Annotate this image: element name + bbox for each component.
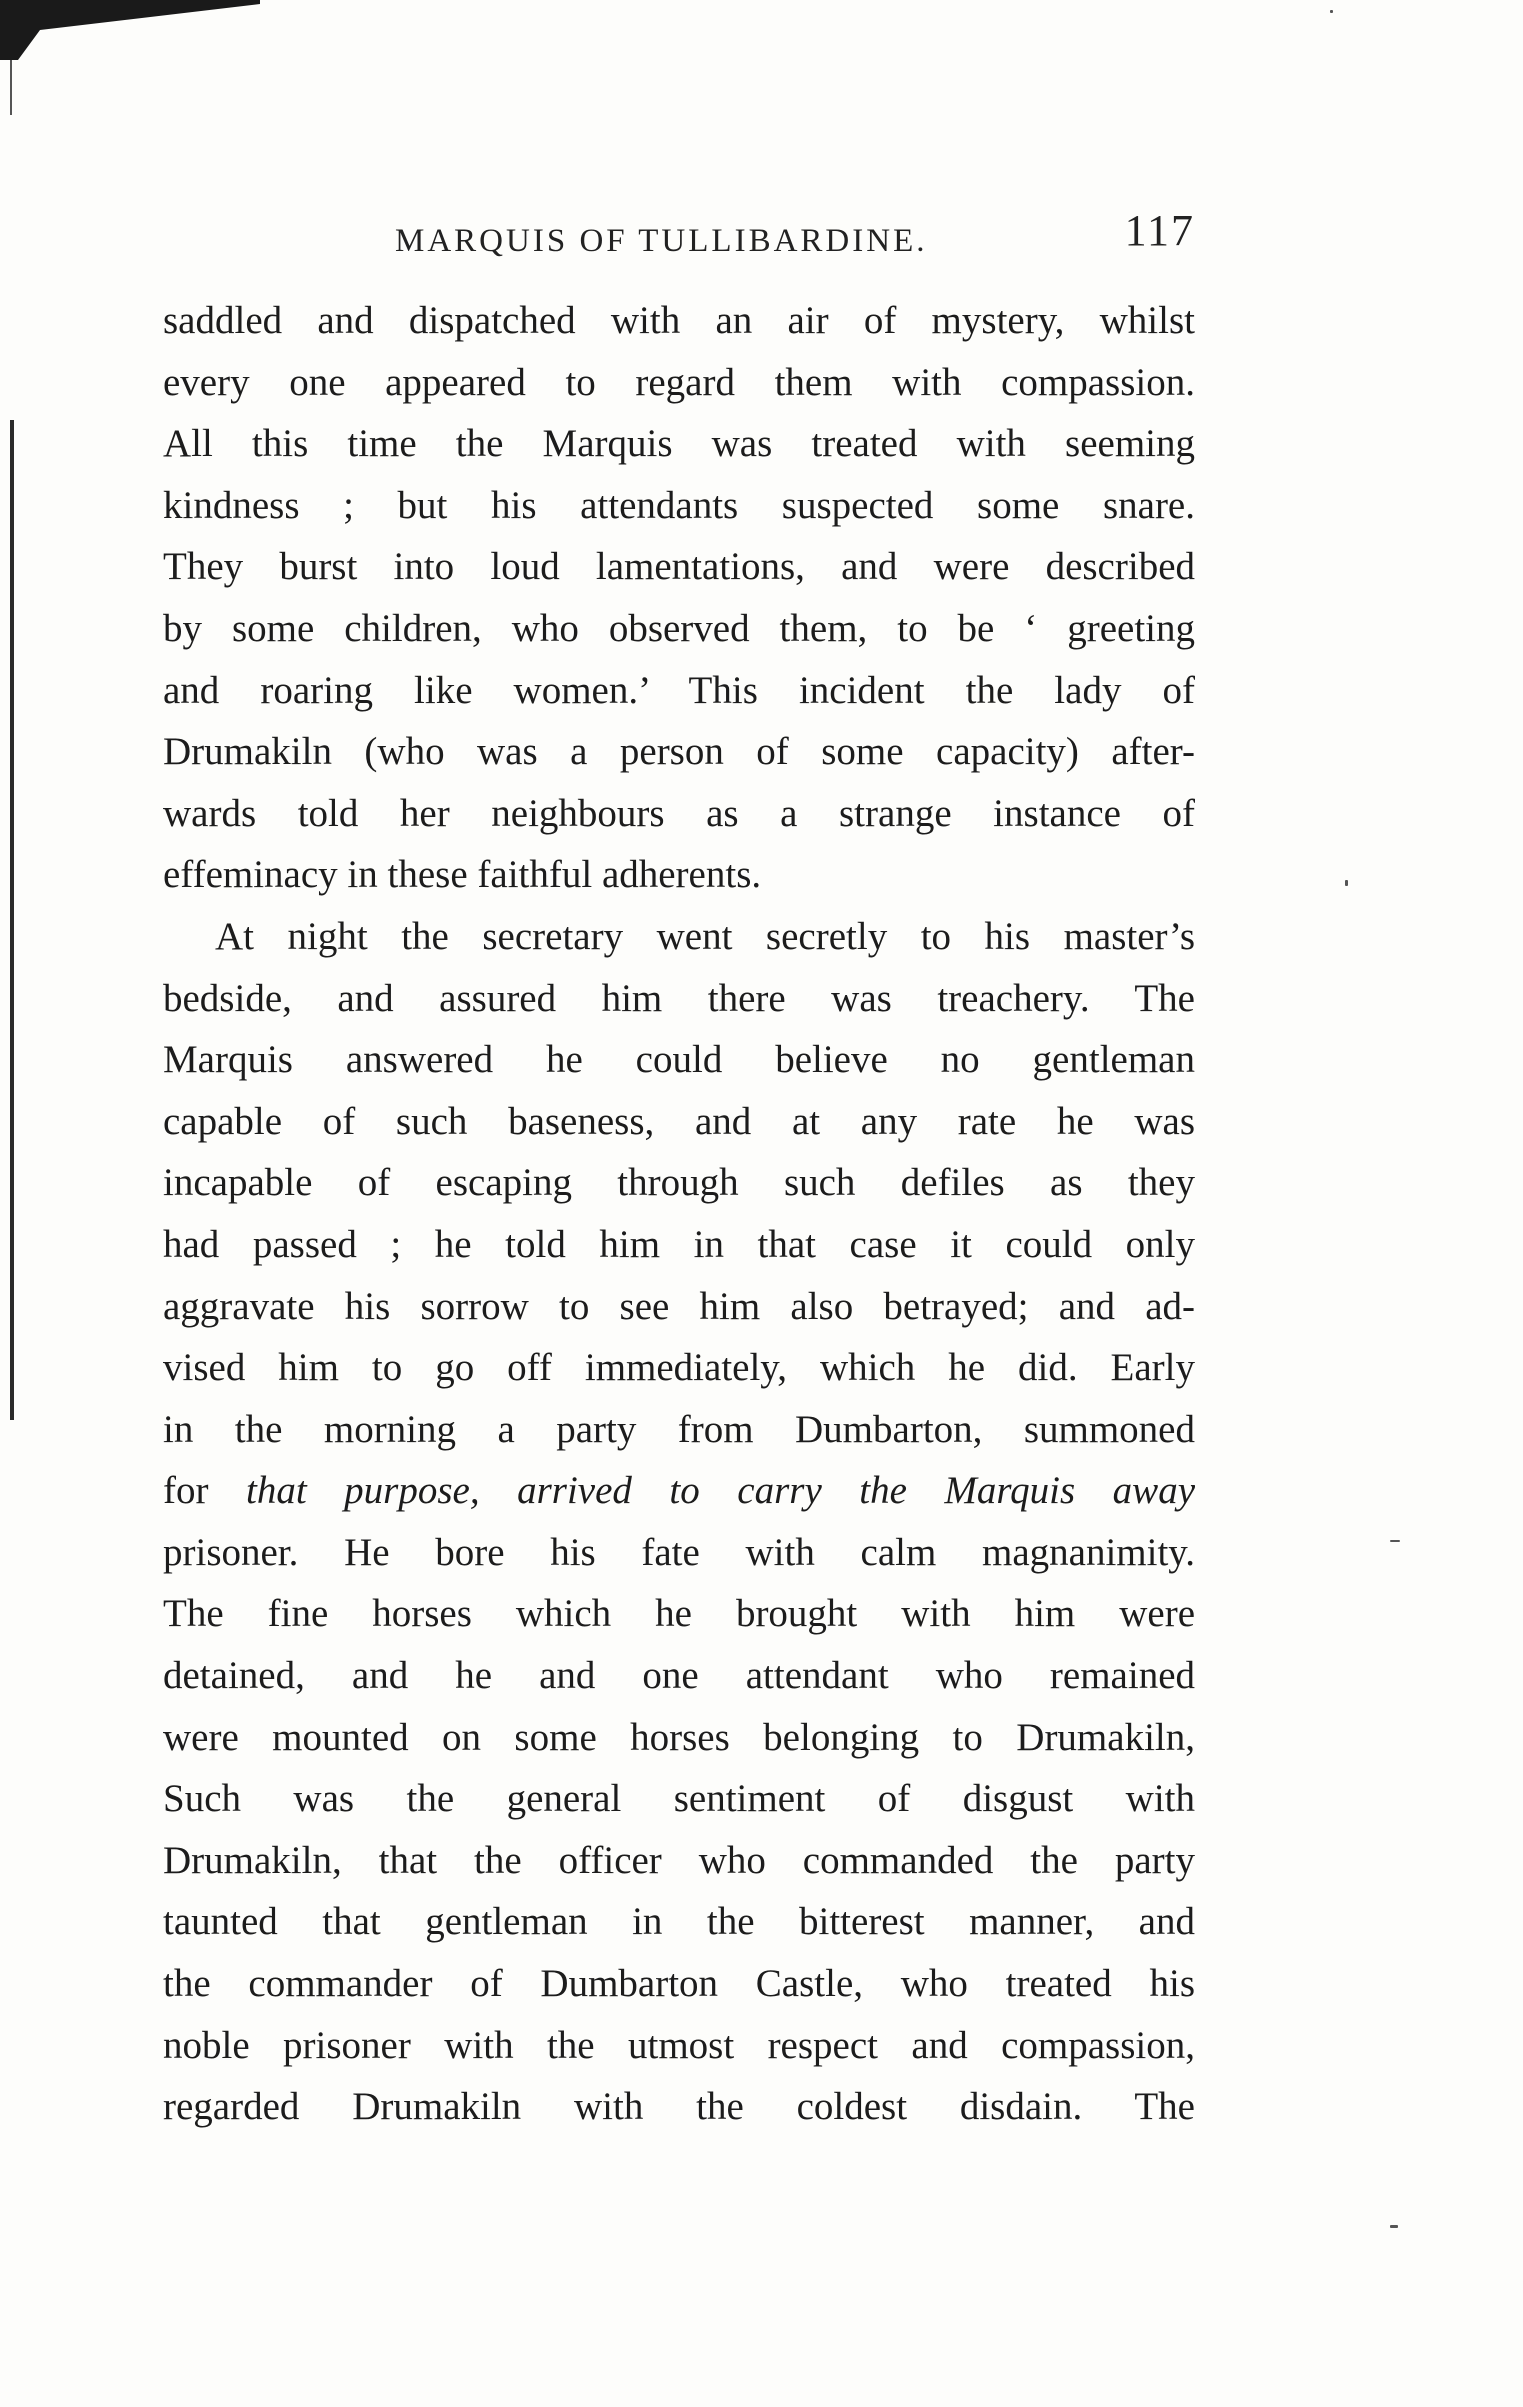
scan-speck	[1345, 880, 1348, 886]
text-line: They burst into loud lamentations, and were described	[163, 545, 1195, 589]
text-line: and roaring like women.’ This incident the lady of	[163, 668, 1195, 712]
scan-speck	[1330, 10, 1333, 13]
scan-corner-mark	[0, 0, 260, 60]
text-line: wards told her neighbours as a strange instance of	[163, 791, 1195, 835]
running-title: MARQUIS OF TULLIBARDINE.	[395, 223, 928, 259]
text-line: At night the secretary went secretly to his master’s	[215, 914, 1195, 958]
text-line: Drumakiln (who was a person of some capacity) after-	[163, 730, 1195, 774]
text-line: by some children, who observed them, to be ‘ greeting	[163, 606, 1195, 650]
scan-speck	[1390, 1540, 1400, 1542]
scan-speck	[1390, 2225, 1398, 2228]
text-line: vised him to go off immediately, which he did. Early	[163, 1346, 1195, 1390]
text-line: Drumakiln, that the officer who commanded the party	[163, 1838, 1195, 1882]
text-line: every one appeared to regard them with compassion.	[163, 360, 1195, 404]
page-header	[165, 205, 1195, 265]
text-line: saddled and dispatched with an air of mystery, whilst	[163, 299, 1195, 342]
text-line: kindness ; but his attendants suspected some snare.	[163, 483, 1195, 527]
page-number: 117	[1124, 206, 1195, 255]
text-line: capable of such baseness, and at any rate he was	[163, 1099, 1195, 1143]
body-text	[163, 290, 1195, 2138]
text-line: detained, and he and one attendant who remained	[163, 1654, 1195, 1698]
text-line: The fine horses which he brought with him were	[163, 1592, 1195, 1636]
text-line: taunted that gentleman in the bitterest manner, and	[163, 1900, 1195, 1944]
text-line: noble prisoner with the utmost respect and compassion,	[163, 2023, 1195, 2067]
text-line: were mounted on some horses belonging to Drumakiln,	[163, 1715, 1195, 1759]
text-line: aggravate his sorrow to see him also betrayed; and ad-	[163, 1284, 1195, 1328]
text-line: Such was the general sentiment of disgust with	[163, 1777, 1195, 1821]
text-line: prisoner. He bore his fate with calm magnanimity.	[163, 1530, 1195, 1574]
text-line: bedside, and assured him there was treachery. The	[163, 976, 1195, 1020]
text-line: Marquis answered he could believe no gentleman	[163, 1038, 1195, 1082]
text-line: All this time the Marquis was treated with seeming	[163, 422, 1195, 466]
text-line: incapable of escaping through such defiles as they	[163, 1161, 1195, 1205]
text-line: in the morning a party from Dumbarton, summoned	[163, 1407, 1195, 1451]
text-line: the commander of Dumbarton Castle, who treated his	[163, 1962, 1195, 2006]
scan-edge-mark-top	[10, 60, 12, 115]
text-line: regarded Drumakiln with the coldest disdain. The	[163, 2085, 1195, 2129]
scan-edge-mark-left	[10, 420, 14, 1420]
text-line-italic: for that purpose, arrived to carry the Marquis away	[163, 1469, 1195, 1513]
text-line: effeminacy in these faithful adherents.	[163, 853, 762, 897]
text-line: had passed ; he told him in that case it could only	[163, 1222, 1195, 1266]
